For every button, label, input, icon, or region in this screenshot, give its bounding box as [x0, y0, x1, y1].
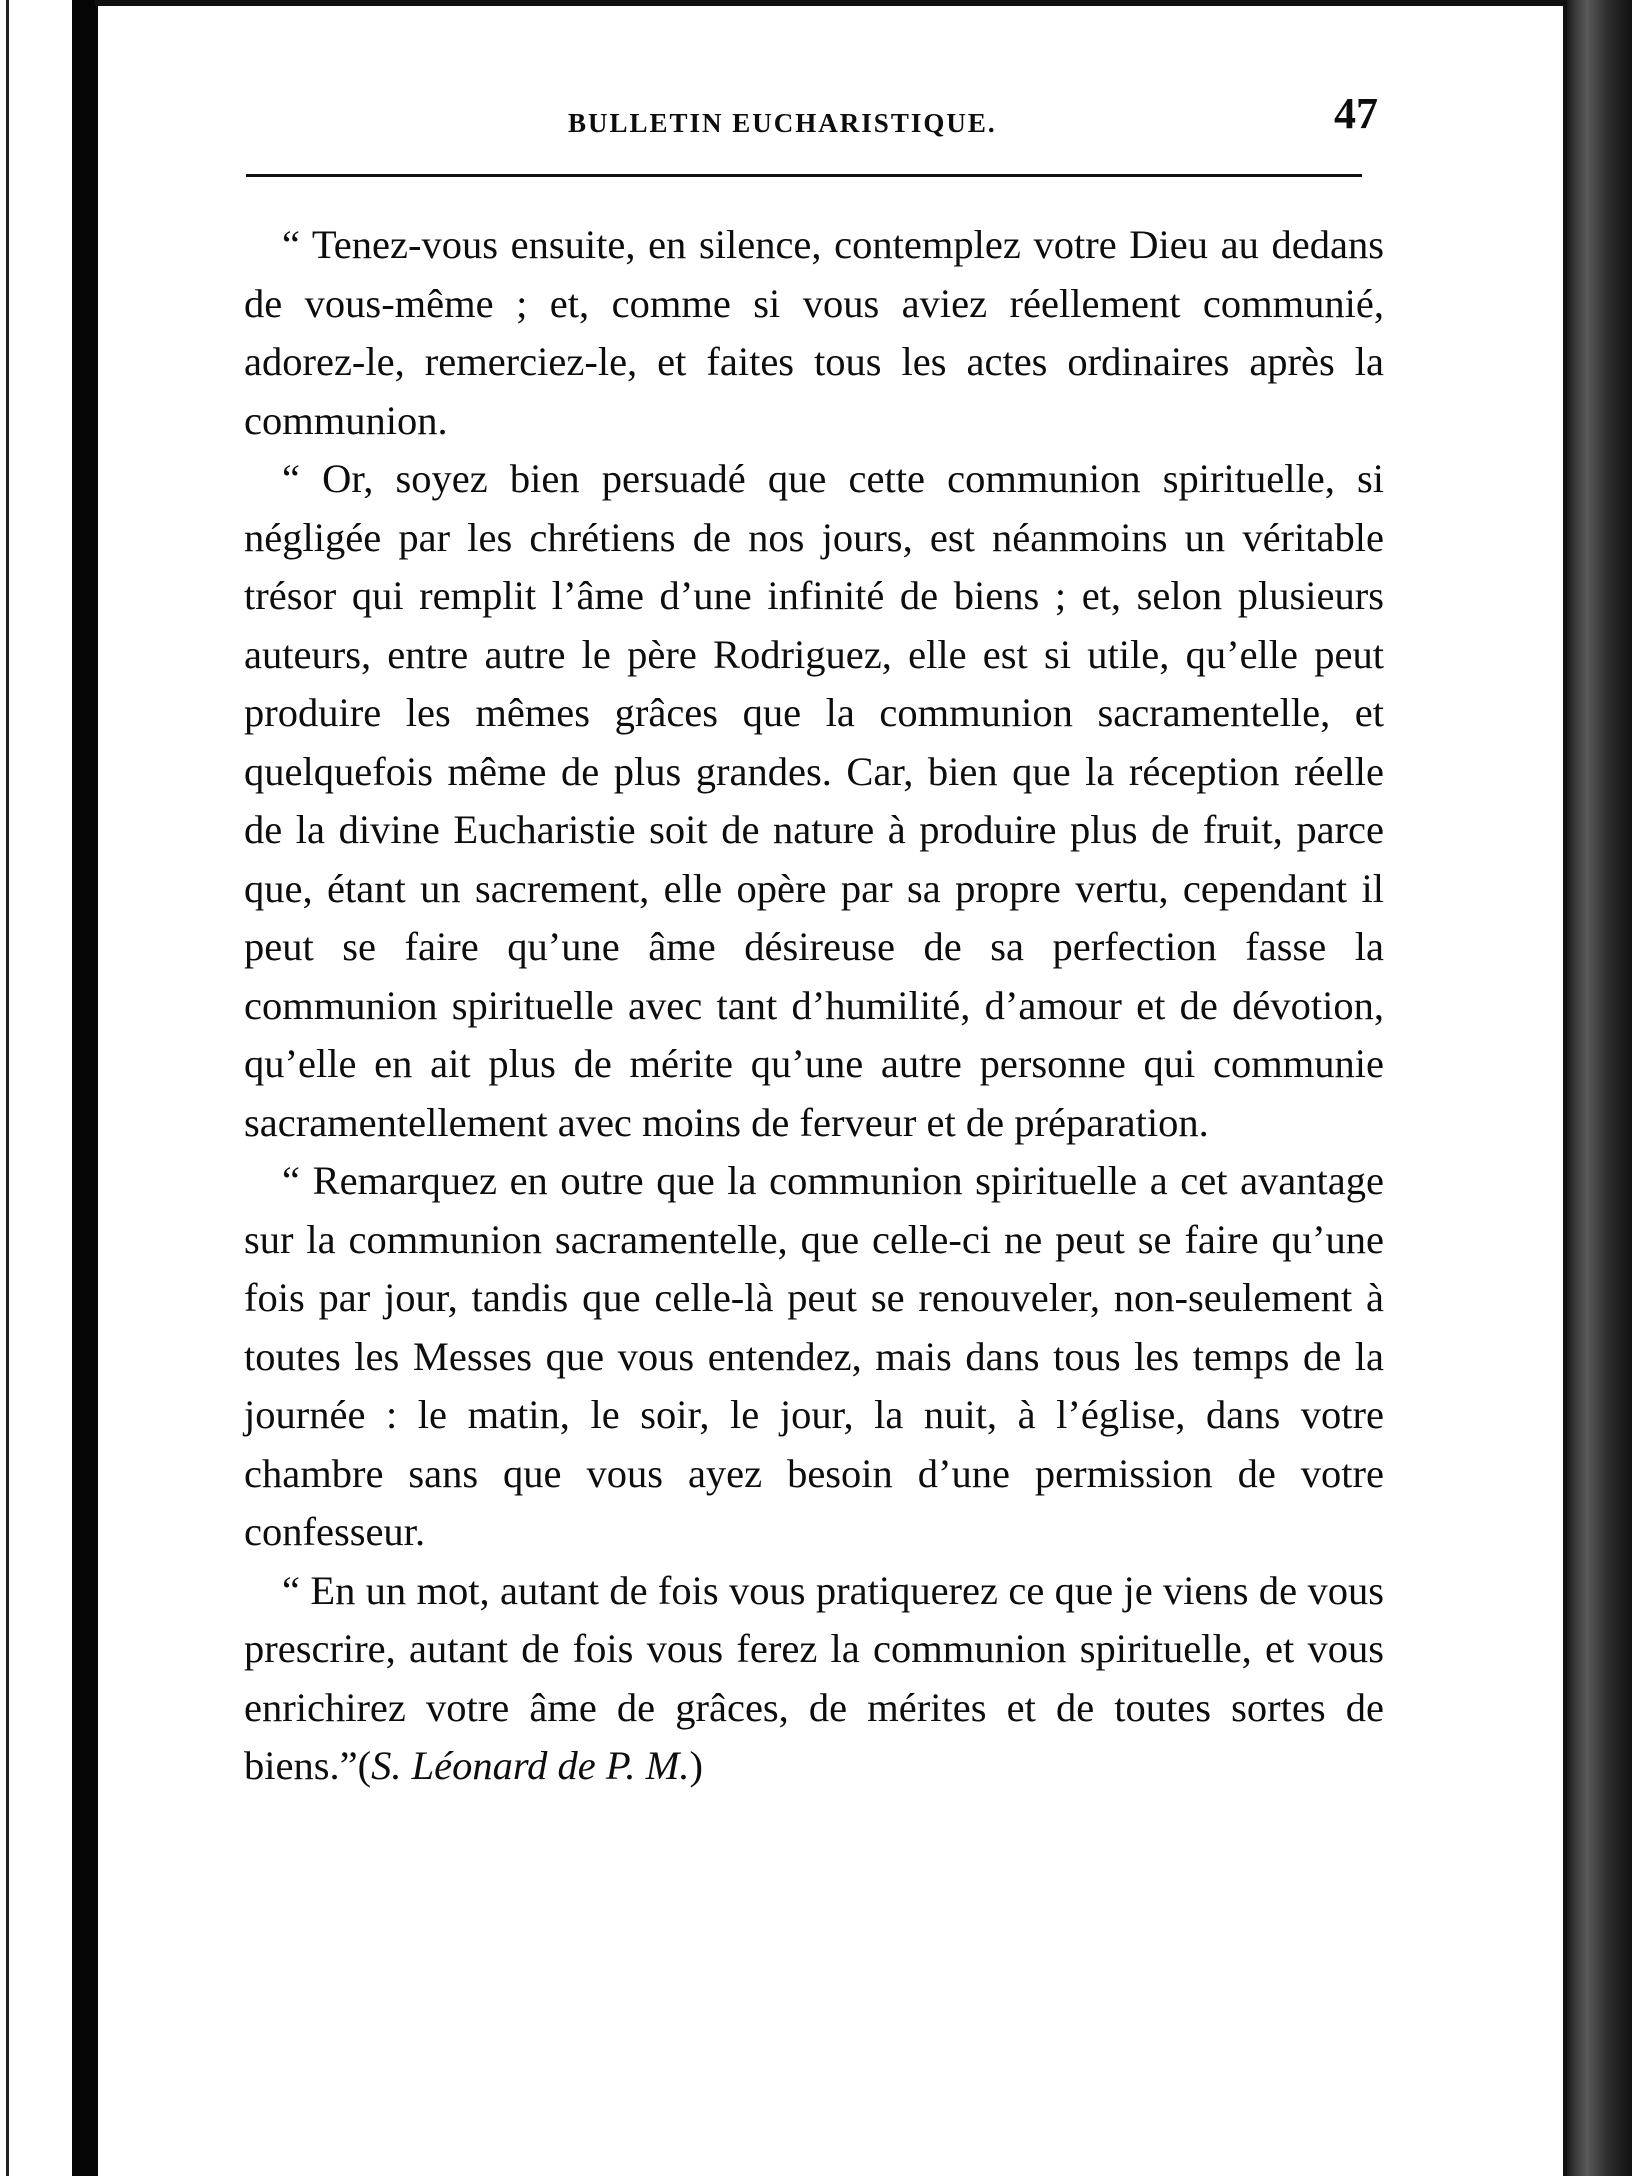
- body-text: [244, 216, 1384, 1796]
- scan-left-line: [6, 0, 9, 2176]
- paragraph-1: “ Tenez-vous ensuite, en silence, contemplez votre Dieu au dedans de vous-même ; et, comme si vous aviez réellement communié, adorez-le, remerciez-le, et faites tous les actes ordinaires après la communion.: [244, 222, 1384, 443]
- book-spine-edge: [1567, 0, 1632, 2176]
- header-rule: [246, 174, 1362, 177]
- running-head: [98, 88, 1563, 148]
- page-number: 47: [1334, 89, 1378, 138]
- scan-left-margin: [0, 0, 95, 2176]
- paragraph-4-text: “ En un mot, autant de fois vous pratiquerez ce que je viens de vous prescrire, autant de fois vous ferez la communion spirituelle, et vous enrichirez votre âme de grâces, de mérites et de toutes sortes de biens.”: [244, 1567, 1384, 1788]
- attribution-close-paren: ): [689, 1743, 703, 1788]
- paragraph-4: [244, 1562, 1384, 1796]
- running-title: BULLETIN EUCHARISTIQUE.: [568, 108, 997, 138]
- book-page: [98, 6, 1563, 2176]
- paragraph-2: “ Or, soyez bien persuadé que cette communion spirituelle, si négligée par les chrétiens de nos jours, est néanmoins un véritable trésor qui remplit l’âme d’une infinité de biens ; et, selon plusieurs auteurs, entre autre le père Rodriguez, elle est si utile, qu’elle peut produire les mêmes grâces que la communion sacramentelle, et quelquefois même de plus grandes. Car, bien que la réception réelle de la divine Eucharistie soit de nature à produire plus de fruit, parce que, étant un sacrement, elle opère par sa propre vertu, cependant il peut se faire qu’une âme désireuse de sa perfection fasse la communion spirituelle avec tant d’humilité, d’amour et de dévotion, qu’elle en ait plus de mérite qu’une autre personne qui communie sacramentellement avec moins de ferveur et de préparation.: [244, 456, 1384, 1145]
- attribution-open-paren: (: [357, 1743, 372, 1788]
- paragraph-3: “ Remarquez en outre que la communion spirituelle a cet avantage sur la communion sacramentelle, que celle-ci ne peut se faire qu’une fois par jour, tandis que celle-là peut se renouveler, non-seulement à toutes les Messes que vous entendez, mais dans tous les temps de la journée : le matin, le soir, le jour, la nuit, à l’église, dans votre chambre sans que vous ayez besoin d’une permission de votre confesseur.: [244, 1158, 1384, 1554]
- attribution: S. Léonard de P. M.: [371, 1743, 690, 1788]
